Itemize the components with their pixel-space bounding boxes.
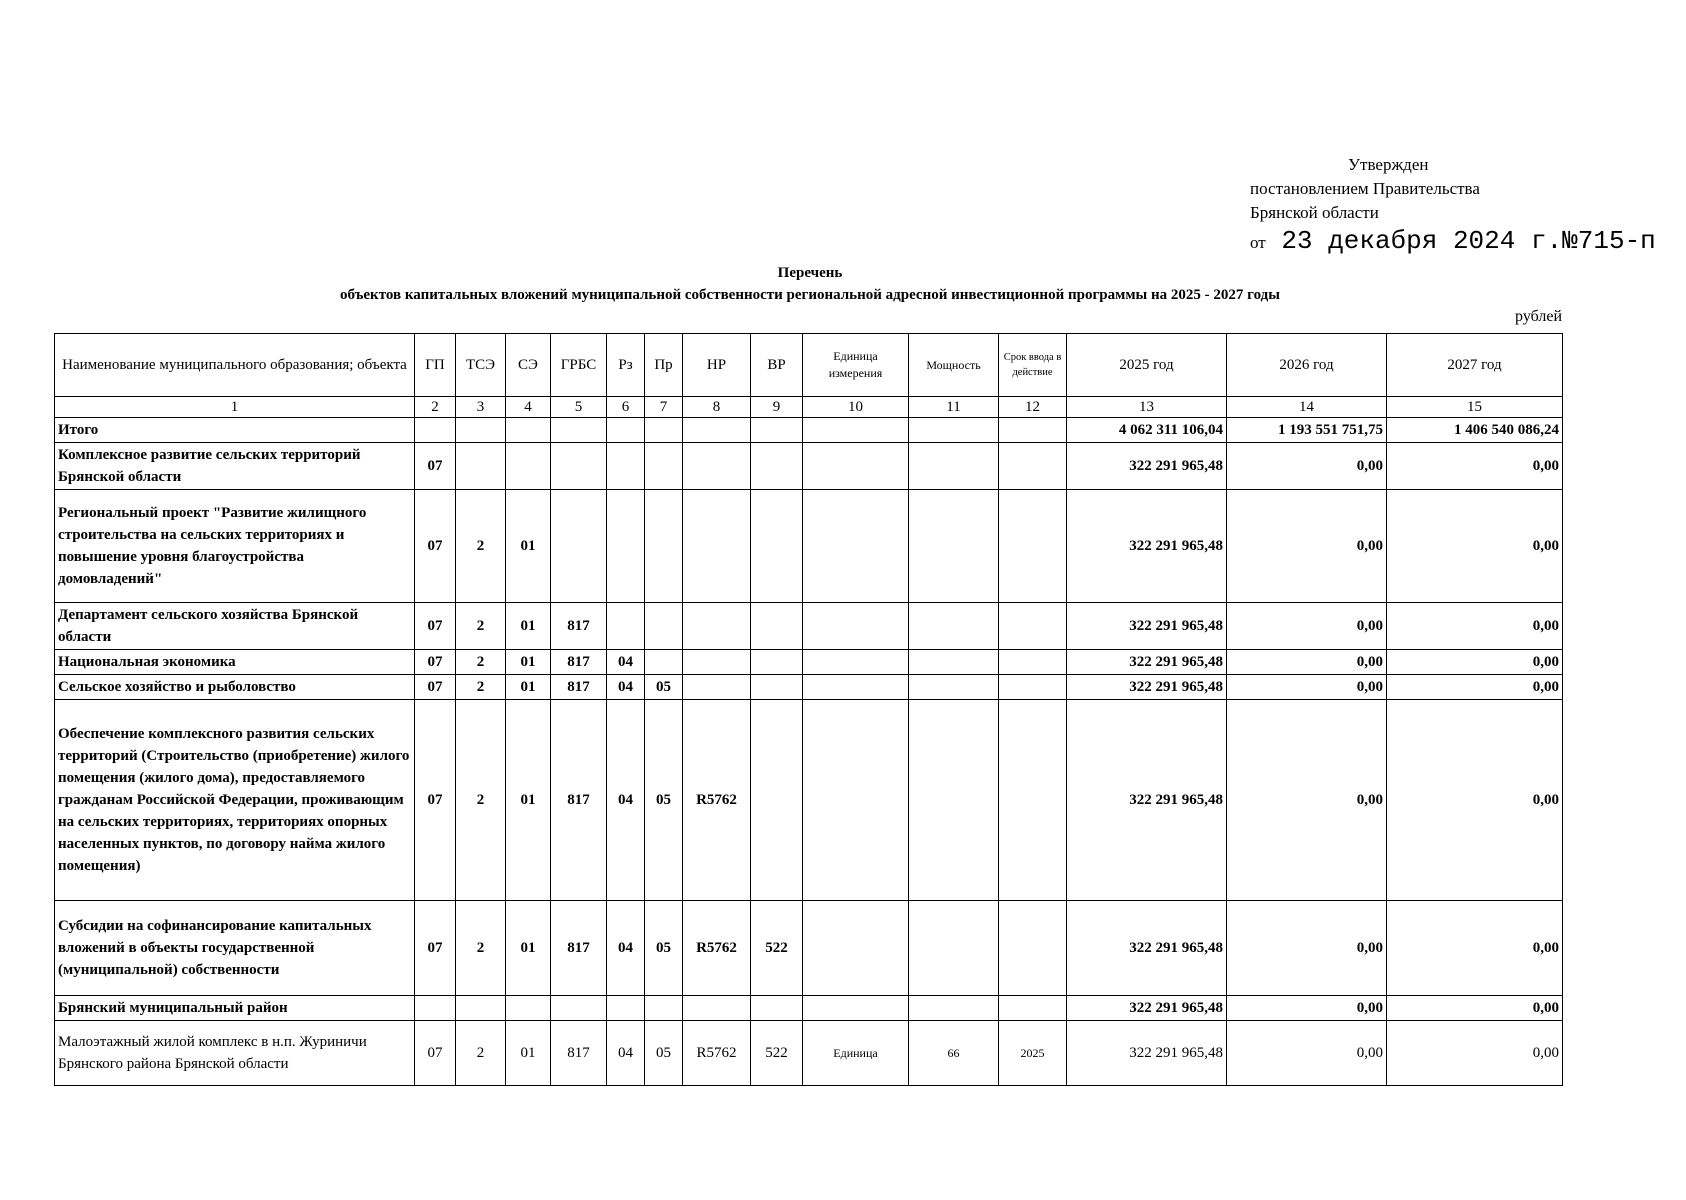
vr-code [751, 418, 803, 443]
capacity-cell [909, 675, 999, 700]
capacity-cell [909, 901, 999, 996]
grbs-code: 817 [551, 901, 607, 996]
header-cell: Рз [607, 334, 645, 397]
row-name: Национальная экономика [55, 650, 415, 675]
amount-2025: 322 291 965,48 [1067, 901, 1227, 996]
tse-code: 2 [456, 675, 506, 700]
rz-code: 04 [607, 700, 645, 901]
se-code [506, 418, 551, 443]
grbs-code [551, 996, 607, 1021]
unit-cell [803, 700, 909, 901]
row-name: Комплексное развитие сельских территорий Брянской области [55, 443, 415, 490]
amount-2027: 0,00 [1387, 650, 1563, 675]
column-number: 8 [683, 397, 751, 418]
year-cell [999, 700, 1067, 901]
tse-code: 2 [456, 603, 506, 650]
nr-code [683, 603, 751, 650]
tse-code: 2 [456, 700, 506, 901]
column-number-row [55, 397, 1563, 418]
amount-2026: 0,00 [1227, 650, 1387, 675]
row-name: Департамент сельского хозяйства Брянской области [55, 603, 415, 650]
column-number: 14 [1227, 397, 1387, 418]
approval-line-3: Брянской области [1250, 203, 1379, 222]
year-cell [999, 996, 1067, 1021]
approval-stamp [1250, 153, 1656, 258]
row-name: Брянский муниципальный район [55, 996, 415, 1021]
capacity-cell [909, 650, 999, 675]
amount-2026: 0,00 [1227, 675, 1387, 700]
header-cell: Срок ввода в действие [999, 334, 1067, 397]
approval-line-1: Утвержден [1348, 155, 1429, 174]
vr-code: 522 [751, 1021, 803, 1086]
table-row [55, 1021, 1563, 1086]
column-number: 5 [551, 397, 607, 418]
unit-cell [803, 996, 909, 1021]
nr-code [683, 490, 751, 603]
row-name: Итого [55, 418, 415, 443]
table-row [55, 675, 1563, 700]
investment-table [54, 333, 1563, 1086]
year-cell [999, 490, 1067, 603]
amount-2026: 0,00 [1227, 901, 1387, 996]
year-cell [999, 675, 1067, 700]
rz-code: 04 [607, 650, 645, 675]
document-title [0, 262, 1620, 306]
pr-code: 05 [645, 675, 683, 700]
amount-2025: 322 291 965,48 [1067, 675, 1227, 700]
pr-code [645, 603, 683, 650]
row-name: Субсидии на софинансирование капитальных вложений в объекты государственной (муниципальной) собственности [55, 901, 415, 996]
tse-code: 2 [456, 650, 506, 675]
rz-code: 04 [607, 901, 645, 996]
vr-code: 522 [751, 901, 803, 996]
grbs-code: 817 [551, 700, 607, 901]
tse-code [456, 996, 506, 1021]
vr-code [751, 996, 803, 1021]
grbs-code: 817 [551, 603, 607, 650]
capacity-cell: 66 [909, 1021, 999, 1086]
grbs-code: 817 [551, 650, 607, 675]
header-cell: 2026 год [1227, 334, 1387, 397]
row-name: Сельское хозяйство и рыболовство [55, 675, 415, 700]
rz-code: 04 [607, 1021, 645, 1086]
header-cell: СЭ [506, 334, 551, 397]
table-row [55, 418, 1563, 443]
se-code: 01 [506, 603, 551, 650]
header-cell: ТСЭ [456, 334, 506, 397]
nr-code [683, 996, 751, 1021]
tse-code [456, 443, 506, 490]
gp-code: 07 [415, 901, 456, 996]
gp-code [415, 996, 456, 1021]
header-row [55, 334, 1563, 397]
table-row [55, 490, 1563, 603]
table-row [55, 700, 1563, 901]
capacity-cell [909, 700, 999, 901]
unit-cell [803, 603, 909, 650]
header-cell: Мощность [909, 334, 999, 397]
vr-code [751, 490, 803, 603]
title-line-2: объектов капитальных вложений муниципальной собственности региональной адресной инвестиционной программы на 2025 - 2027 годы [340, 287, 1280, 303]
grbs-code [551, 418, 607, 443]
vr-code [751, 603, 803, 650]
amount-2027: 0,00 [1387, 603, 1563, 650]
pr-code [645, 650, 683, 675]
vr-code [751, 650, 803, 675]
se-code: 01 [506, 1021, 551, 1086]
gp-code: 07 [415, 1021, 456, 1086]
header-cell: ГРБС [551, 334, 607, 397]
grbs-code [551, 443, 607, 490]
row-name: Обеспечение комплексного развития сельских территорий (Строительство (приобретение) жилого помещения (жилого дома), предоставляемого гражданам Российской Федерации, проживающим на сельских территориях, территориях опорных населенных пунктов, по договору найма жилого помещения) [55, 700, 415, 901]
tse-code: 2 [456, 490, 506, 603]
table-row [55, 996, 1563, 1021]
unit-cell [803, 650, 909, 675]
pr-code: 05 [645, 1021, 683, 1086]
column-number: 11 [909, 397, 999, 418]
capacity-cell [909, 418, 999, 443]
pr-code: 05 [645, 901, 683, 996]
vr-code [751, 675, 803, 700]
column-number: 9 [751, 397, 803, 418]
approval-date-prefix: от [1250, 233, 1266, 252]
grbs-code: 817 [551, 1021, 607, 1086]
rz-code: 04 [607, 675, 645, 700]
table-row [55, 443, 1563, 490]
tse-code: 2 [456, 901, 506, 996]
amount-2027: 0,00 [1387, 675, 1563, 700]
se-code: 01 [506, 700, 551, 901]
gp-code: 07 [415, 443, 456, 490]
rz-code [607, 443, 645, 490]
currency-note: рублей [1515, 308, 1562, 325]
vr-code [751, 700, 803, 901]
pr-code: 05 [645, 700, 683, 901]
nr-code [683, 418, 751, 443]
tse-code: 2 [456, 1021, 506, 1086]
amount-2025: 322 291 965,48 [1067, 443, 1227, 490]
unit-cell: Единица [803, 1021, 909, 1086]
column-number: 4 [506, 397, 551, 418]
amount-2026: 0,00 [1227, 996, 1387, 1021]
unit-cell [803, 675, 909, 700]
nr-code [683, 675, 751, 700]
gp-code: 07 [415, 490, 456, 603]
amount-2027: 0,00 [1387, 901, 1563, 996]
approval-date-text: 23 декабря 2024 г.№715-п [1281, 226, 1656, 256]
row-name: Малоэтажный жилой комплекс в н.п. Журиничи Брянского района Брянской области [55, 1021, 415, 1086]
row-name: Региональный проект "Развитие жилищного строительства на сельских территориях и повышение уровня благоустройства домовладений" [55, 490, 415, 603]
nr-code [683, 650, 751, 675]
nr-code: R5762 [683, 901, 751, 996]
amount-2025: 322 291 965,48 [1067, 490, 1227, 603]
column-number: 3 [456, 397, 506, 418]
year-cell: 2025 [999, 1021, 1067, 1086]
table-row [55, 901, 1563, 996]
year-cell [999, 603, 1067, 650]
pr-code [645, 490, 683, 603]
amount-2026: 0,00 [1227, 443, 1387, 490]
column-number: 7 [645, 397, 683, 418]
column-number: 6 [607, 397, 645, 418]
amount-2026: 0,00 [1227, 490, 1387, 603]
column-number: 1 [55, 397, 415, 418]
se-code: 01 [506, 675, 551, 700]
rz-code [607, 418, 645, 443]
column-number: 15 [1387, 397, 1563, 418]
nr-code [683, 443, 751, 490]
table-row [55, 650, 1563, 675]
header-cell: ВР [751, 334, 803, 397]
capacity-cell [909, 996, 999, 1021]
header-cell: 2027 год [1387, 334, 1563, 397]
gp-code: 07 [415, 650, 456, 675]
amount-2025: 4 062 311 106,04 [1067, 418, 1227, 443]
amount-2027: 0,00 [1387, 1021, 1563, 1086]
amount-2027: 1 406 540 086,24 [1387, 418, 1563, 443]
amount-2025: 322 291 965,48 [1067, 650, 1227, 675]
header-cell: ГП [415, 334, 456, 397]
pr-code [645, 996, 683, 1021]
header-cell: Наименование муниципального образования; объекта [55, 334, 415, 397]
gp-code [415, 418, 456, 443]
column-number: 10 [803, 397, 909, 418]
amount-2025: 322 291 965,48 [1067, 603, 1227, 650]
se-code [506, 443, 551, 490]
grbs-code [551, 490, 607, 603]
amount-2027: 0,00 [1387, 490, 1563, 603]
amount-2027: 0,00 [1387, 700, 1563, 901]
year-cell [999, 901, 1067, 996]
header-cell: 2025 год [1067, 334, 1227, 397]
column-number: 13 [1067, 397, 1227, 418]
column-number: 2 [415, 397, 456, 418]
tse-code [456, 418, 506, 443]
approval-line-2: постановлением Правительства [1250, 179, 1480, 198]
se-code: 01 [506, 650, 551, 675]
approval-date [1250, 226, 1656, 258]
gp-code: 07 [415, 700, 456, 901]
header-cell: Единица измерения [803, 334, 909, 397]
amount-2027: 0,00 [1387, 443, 1563, 490]
unit-cell [803, 490, 909, 603]
title-line-1: Перечень [777, 265, 843, 281]
table-row [55, 603, 1563, 650]
amount-2026: 1 193 551 751,75 [1227, 418, 1387, 443]
amount-2025: 322 291 965,48 [1067, 1021, 1227, 1086]
year-cell [999, 418, 1067, 443]
se-code: 01 [506, 490, 551, 603]
amount-2026: 0,00 [1227, 700, 1387, 901]
vr-code [751, 443, 803, 490]
rz-code [607, 490, 645, 603]
amount-2026: 0,00 [1227, 603, 1387, 650]
gp-code: 07 [415, 603, 456, 650]
capacity-cell [909, 490, 999, 603]
amount-2025: 322 291 965,48 [1067, 700, 1227, 901]
unit-cell [803, 901, 909, 996]
year-cell [999, 650, 1067, 675]
header-cell: НР [683, 334, 751, 397]
amount-2026: 0,00 [1227, 1021, 1387, 1086]
unit-cell [803, 418, 909, 443]
se-code [506, 996, 551, 1021]
amount-2025: 322 291 965,48 [1067, 996, 1227, 1021]
gp-code: 07 [415, 675, 456, 700]
pr-code [645, 443, 683, 490]
rz-code [607, 603, 645, 650]
nr-code: R5762 [683, 1021, 751, 1086]
unit-cell [803, 443, 909, 490]
column-number: 12 [999, 397, 1067, 418]
pr-code [645, 418, 683, 443]
nr-code: R5762 [683, 700, 751, 901]
se-code: 01 [506, 901, 551, 996]
amount-2027: 0,00 [1387, 996, 1563, 1021]
year-cell [999, 443, 1067, 490]
grbs-code: 817 [551, 675, 607, 700]
capacity-cell [909, 603, 999, 650]
header-cell: Пр [645, 334, 683, 397]
rz-code [607, 996, 645, 1021]
capacity-cell [909, 443, 999, 490]
